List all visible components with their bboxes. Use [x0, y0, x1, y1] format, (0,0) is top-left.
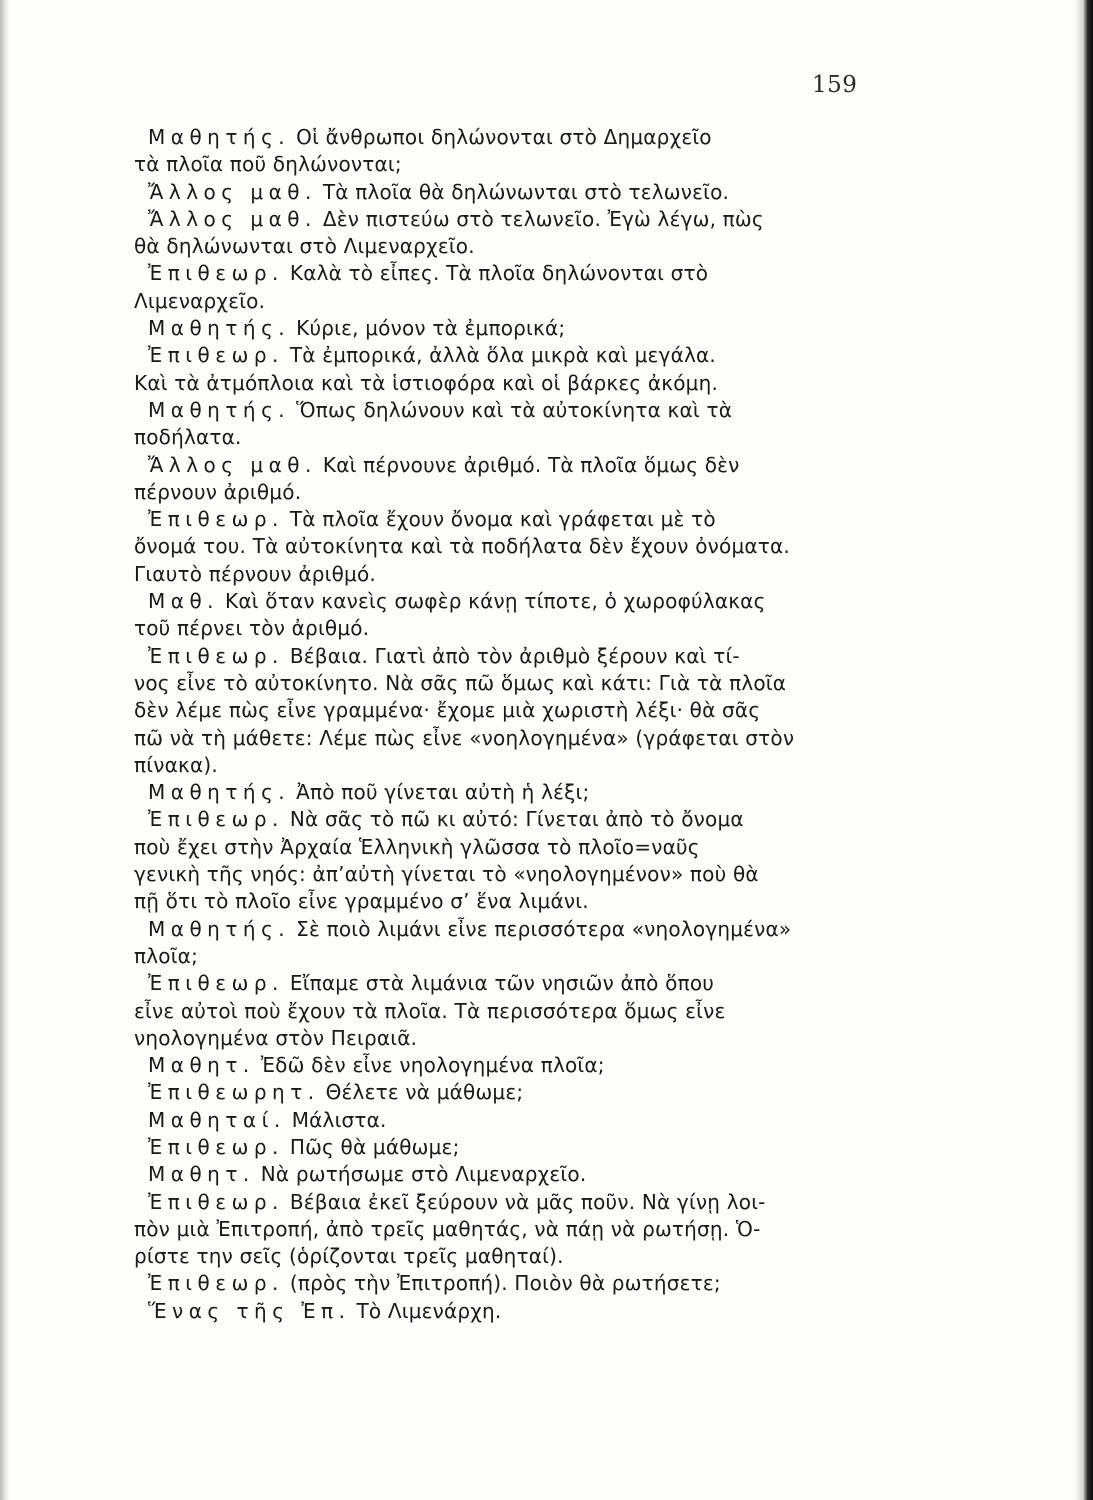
- speaker-label: Ἐπιθεωρ.: [148, 1271, 284, 1296]
- dialogue-line: [134, 1134, 882, 1161]
- continuation-line: [134, 370, 882, 397]
- line-text: (πρὸς τὴν Ἐπιτροπή). Ποιὸν θὰ ρωτήσετε;: [289, 1271, 721, 1296]
- dialogue-line: [134, 779, 882, 806]
- page-left-shadow: [0, 0, 9, 1500]
- dialogue-line: [134, 1052, 882, 1079]
- speaker-label: Μαθητ.: [148, 1162, 255, 1187]
- continuation-line: [134, 288, 882, 315]
- continuation-line: [134, 615, 882, 642]
- dialogue-text: [134, 124, 882, 1325]
- line-text: γενικὴ τῆς νηός: ἀπ’αὐτὴ γίνεται τὸ «νηολογημένον» ποὺ θὰ: [134, 862, 759, 887]
- line-text: Νὰ σᾶς τὸ πῶ κι αὐτό: Γίνεται ἀπὸ τὸ ὄνομα: [289, 807, 744, 832]
- continuation-line: [134, 561, 882, 588]
- line-text: Τὰ ἐμπορικά, ἀλλὰ ὅλα μικρὰ καὶ μεγάλα.: [289, 343, 716, 368]
- continuation-line: [134, 725, 882, 752]
- dialogue-line: [134, 1270, 882, 1297]
- speaker-label: Ἐπιθεωρ.: [148, 643, 284, 668]
- dialogue-line: [134, 1079, 882, 1106]
- dialogue-line: [134, 1107, 882, 1134]
- speaker-label: Ἐπιθεωρ.: [148, 1189, 284, 1214]
- dialogue-line: [134, 1298, 882, 1325]
- continuation-line: [134, 1243, 882, 1270]
- speaker-label: Ἐπιθεωρ.: [148, 507, 284, 532]
- dialogue-line: [134, 179, 882, 206]
- speaker-label: Μαθηταί.: [148, 1107, 286, 1132]
- speaker-label: Ἄλλος μαθ.: [148, 206, 317, 231]
- line-text: Καὶ τὰ ἀτμόπλοια καὶ τὰ ἱστιοφόρα καὶ οἱ βάρκες ἀκόμη.: [134, 370, 719, 395]
- continuation-line: [134, 151, 882, 178]
- line-text: Καλὰ τὸ εἶπες. Τὰ πλοῖα δηλώνονται στὸ: [289, 261, 709, 286]
- continuation-line: [134, 697, 882, 724]
- dialogue-line: [134, 806, 882, 833]
- dialogue-line: [134, 970, 882, 997]
- line-text: ὄνομά του. Τὰ αὐτοκίνητα καὶ τὰ ποδήλατα δὲν ἔχουν ὀνόματα.: [134, 534, 790, 559]
- continuation-line: [134, 424, 882, 451]
- speaker-label: Ἐπιθεωρ.: [148, 343, 284, 368]
- line-text: Ἐδῶ δὲν εἶνε νηολογημένα πλοῖα;: [260, 1053, 605, 1078]
- line-text: Εἴπαμε στὰ λιμάνια τῶν νησιῶν ἀπὸ ὅπου: [289, 971, 715, 996]
- dialogue-line: [134, 916, 882, 943]
- speaker-label: Μαθητής.: [148, 916, 291, 941]
- line-text: πίνακα).: [134, 752, 218, 777]
- continuation-line: [134, 1025, 882, 1052]
- line-text: Πῶς θὰ μάθωμε;: [289, 1134, 460, 1159]
- line-text: Οἱ ἄνθρωποι δηλώνονται στὸ Δημαρχεῖο: [296, 125, 712, 149]
- line-text: Λιμεναρχεῖο.: [134, 288, 266, 313]
- line-text: πλοῖα;: [134, 943, 199, 968]
- dialogue-line: [134, 588, 882, 615]
- line-text: ποδήλατα.: [134, 425, 242, 450]
- continuation-line: [134, 233, 882, 260]
- dialogue-line: [134, 506, 882, 533]
- line-text: Θέλετε νὰ μάθωμε;: [325, 1080, 524, 1105]
- speaker-label: Μαθητ.: [148, 1053, 255, 1078]
- line-text: Βέβαια. Γιατὶ ἀπὸ τὸν ἀριθμὸ ξέρουν καὶ τί-: [289, 643, 740, 668]
- line-text: Δὲν πιστεύω στὸ τελωνεῖο. Ἐγὼ λέγω, πὼς: [322, 206, 764, 231]
- speaker-label: Ἕνας τῆς Ἐπ.: [148, 1298, 351, 1323]
- line-text: Ὅπως δηλώνουν καὶ τὰ αὐτοκίνητα καὶ τὰ: [296, 397, 733, 422]
- line-text: ποὺ ἔχει στὴν Ἀρχαία Ἑλληνικὴ γλῶσσα τὸ πλοῖο=ναῦς: [134, 834, 700, 859]
- line-text: Καὶ ὅταν κανεὶς σωφὲρ κάνῃ τίποτε, ὁ χωροφύλακας: [225, 589, 766, 614]
- line-text: Καὶ πέρνουνε ἀριθμό. Τὰ πλοῖα ὅμως δὲν: [322, 452, 740, 477]
- dialogue-line: [134, 643, 882, 670]
- speaker-label: Μαθητής.: [148, 125, 291, 149]
- speaker-label: Ἄλλος μαθ.: [148, 179, 317, 204]
- dialogue-line: [134, 1161, 882, 1188]
- line-text: θὰ δηλώνωνται στὸ Λιμεναρχεῖο.: [134, 234, 475, 259]
- line-text: Βέβαια ἐκεῖ ξεύρουν νὰ μᾶς ποῦν. Νὰ γίνῃ λοι-: [289, 1189, 766, 1214]
- continuation-line: [134, 752, 882, 779]
- line-text: Τὸ Λιμενάρχη.: [356, 1298, 502, 1323]
- line-text: νηολογημένα στὸν Πειραιᾶ.: [134, 1025, 418, 1050]
- continuation-line: [134, 670, 882, 697]
- dialogue-line: [134, 342, 882, 369]
- continuation-line: [134, 533, 882, 560]
- continuation-line: [134, 834, 882, 861]
- continuation-line: [134, 479, 882, 506]
- continuation-line: [134, 943, 882, 970]
- dialogue-line: [134, 452, 882, 479]
- line-text: Τὰ πλοῖα θὰ δηλώνωνται στὸ τελωνεῖο.: [322, 179, 730, 204]
- line-text: τὰ πλοῖα ποῦ δηλώνονται;: [134, 152, 402, 177]
- continuation-line: [134, 998, 882, 1025]
- dialogue-line: [134, 124, 882, 151]
- line-text: πὸν μιὰ Ἐπιτροπή, ἀπὸ τρεῖς μαθητάς, νὰ πάῃ νὰ ρωτήσῃ. Ὁ-: [134, 1216, 761, 1241]
- dialogue-line: [134, 397, 882, 424]
- line-text: δὲν λέμε πὼς εἶνε γραμμένα· ἔχομε μιὰ χωριστὴ λέξι· θὰ σᾶς: [134, 698, 761, 723]
- dialogue-line: [134, 260, 882, 287]
- line-text: νος εἶνε τὸ αὐτοκίνητο. Νὰ σᾶς πῶ ὅμως καὶ κάτι: Γιὰ τὰ πλοῖα: [134, 670, 787, 695]
- dialogue-line: [134, 206, 882, 233]
- line-text: πῶ νὰ τὴ μάθετε: Λέμε πὼς εἶνε «νοηλογημένα» (γράφεται στὸν: [134, 725, 795, 750]
- line-text: Γιαυτὸ πέρνουν ἀριθμό.: [134, 561, 376, 586]
- page-right-shadow: [1075, 0, 1093, 1500]
- line-text: Ἀπὸ ποῦ γίνεται αὐτὴ ἡ λέξι;: [296, 780, 590, 805]
- line-text: Σὲ ποιὸ λιμάνι εἶνε περισσότερα «νηολογημένα»: [296, 916, 792, 941]
- speaker-label: Ἐπιθεωρ.: [148, 807, 284, 832]
- speaker-label: Ἄλλος μαθ.: [148, 452, 317, 477]
- line-text: Μάλιστα.: [291, 1107, 387, 1132]
- continuation-line: [134, 861, 882, 888]
- speaker-label: Ἐπιθεωρητ.: [148, 1080, 320, 1105]
- line-text: ρίστε την σεῖς (ὁρίζονται τρεῖς μαθηταί).: [134, 1244, 564, 1269]
- continuation-line: [134, 1216, 882, 1243]
- line-text: Κύριε, μόνον τὰ ἐμπορικά;: [296, 316, 566, 341]
- dialogue-line: [134, 315, 882, 342]
- line-text: Τὰ πλοῖα ἔχουν ὄνομα καὶ γράφεται μὲ τὸ: [289, 507, 716, 532]
- line-text: εἶνε αὐτοὶ ποὺ ἔχουν τὰ πλοῖα. Τὰ περισσότερα ὅμως εἶνε: [134, 998, 726, 1023]
- dialogue-line: [134, 1189, 882, 1216]
- continuation-line: [134, 888, 882, 915]
- speaker-label: Μαθητής.: [148, 397, 291, 422]
- page-number: 159: [812, 72, 858, 98]
- line-text: πῇ ὅτι τὸ πλοῖο εἶνε γραμμένο σ’ ἕνα λιμάνι.: [134, 889, 589, 914]
- speaker-label: Ἐπιθεωρ.: [148, 971, 284, 996]
- speaker-label: Μαθητής.: [148, 780, 291, 805]
- speaker-label: Μαθητής.: [148, 316, 291, 341]
- line-text: Νὰ ρωτήσωμε στὸ Λιμεναρχεῖο.: [260, 1162, 587, 1187]
- line-text: τοῦ πέρνει τὸν ἀριθμό.: [134, 616, 370, 641]
- speaker-label: Ἐπιθεωρ.: [148, 1134, 284, 1159]
- speaker-label: Ἐπιθεωρ.: [148, 261, 284, 286]
- speaker-label: Μαθ.: [148, 589, 220, 614]
- line-text: πέρνουν ἀριθμό.: [134, 479, 302, 504]
